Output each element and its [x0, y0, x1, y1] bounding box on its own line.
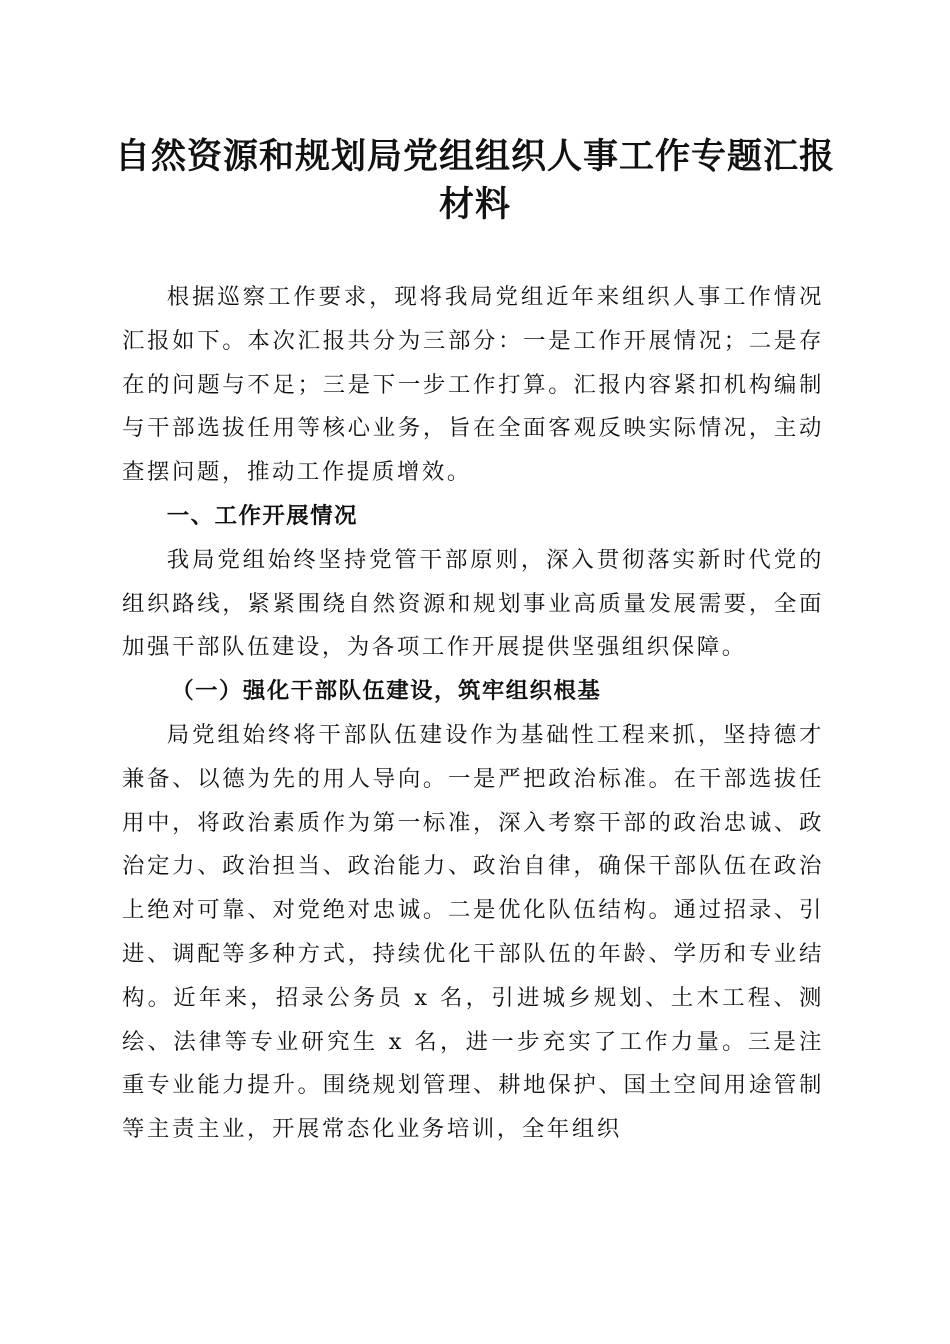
intro-paragraph: 根据巡察工作要求，现将我局党组近年来组织人事工作情况汇报如下。本次汇报共分为三部分：一是工作开展情况；二是存在的问题与不足；三是下一步工作打算。汇报内容紧扣机构编制与干部选拔任用等核心业务，旨在全面客观反映实际情况，主动查摆问题，推动工作提质增效。: [122, 284, 824, 486]
subsection-paragraph: 局党组始终将干部队伍建设作为基础性工程来抓，坚持德才兼备、以德为先的用人导向。一是严把政治标准。在干部选拔任用中，将政治素质作为第一标准，深入考察干部的政治忠诚、政治定力、政治担当、政治能力、政治自律，确保干部队伍在政治上绝对可靠、对党绝对忠诚。二是优化队伍结构。通过招录、引进、调配等多种方式，持续优化干部队伍的年龄、学历和专业结构。近年来，招录公务员 x 名，引进城乡规划、土木工程、测绘、法律等专业研究生 x 名，进一步充实了工作力量。三是注重专业能力提升。围绕规划管理、耕地保护、国土空间用途管制等主责主业，开展常态化业务培训，全年组织: [122, 721, 824, 1143]
section-heading-work-progress: 一、工作开展情况: [166, 502, 358, 529]
section-paragraph: 我局党组始终坚持党管干部原则，深入贯彻落实新时代党的组织路线，紧紧围绕自然资源和规划事业高质量发展需要，全面加强干部队伍建设，为各项工作开展提供坚强组织保障。: [122, 546, 824, 661]
subsection-heading-cadre-building: （一）强化干部队伍建设，筑牢组织根基: [171, 678, 602, 705]
document-title: 自然资源和规划局党组组织人事工作专题汇报材料: [114, 137, 835, 225]
document-body: [122, 276, 824, 1152]
